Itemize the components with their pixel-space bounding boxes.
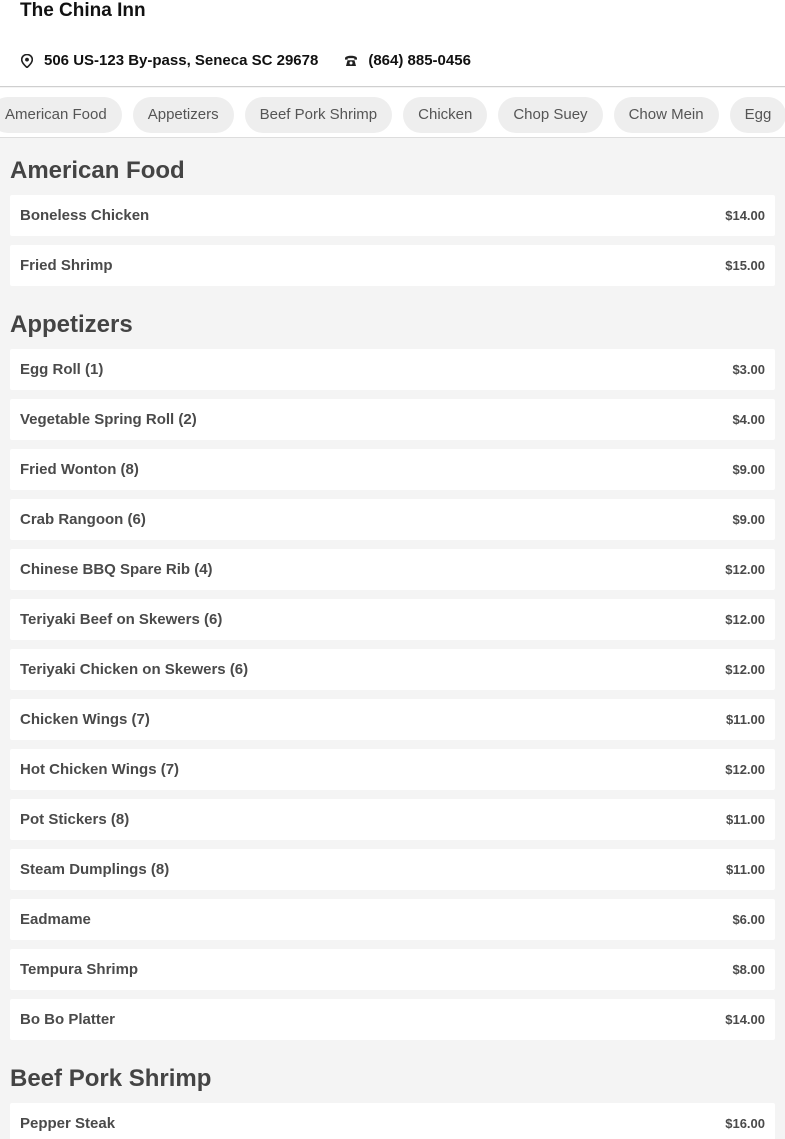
item-price: $16.00: [725, 1116, 765, 1131]
item-name: Boneless Chicken: [20, 207, 150, 224]
menu-item[interactable]: [10, 949, 775, 990]
item-price: $14.00: [725, 208, 765, 223]
item-name: Fried Wonton (8): [20, 461, 139, 478]
menu-item[interactable]: [10, 699, 775, 740]
item-name: Chicken Wings (7): [20, 711, 150, 728]
item-name: Pepper Steak: [20, 1115, 116, 1132]
menu-item[interactable]: [10, 245, 775, 286]
item-price: $12.00: [725, 562, 765, 577]
item-price: $11.00: [725, 862, 765, 877]
tab-egg[interactable]: Egg: [730, 97, 785, 133]
item-name: Vegetable Spring Roll (2): [20, 411, 197, 428]
menu-item[interactable]: [10, 749, 775, 790]
item-name: Teriyaki Chicken on Skewers (6): [20, 661, 249, 678]
menu-content: [10, 139, 775, 1139]
category-tabs: [0, 88, 785, 138]
tab-appetizers[interactable]: Appetizers: [133, 97, 234, 133]
tab-beef-pork-shrimp[interactable]: Beef Pork Shrimp: [245, 97, 393, 133]
item-price: $4.00: [732, 412, 765, 427]
item-price: $15.00: [725, 258, 765, 273]
address-text[interactable]: 506 US-123 By-pass, Seneca SC 29678: [44, 52, 319, 69]
item-name: Tempura Shrimp: [20, 961, 139, 978]
item-price: $12.00: [725, 662, 765, 677]
menu-item[interactable]: [10, 195, 775, 236]
phone-icon: [344, 53, 358, 69]
menu-item[interactable]: [10, 349, 775, 390]
menu-item[interactable]: [10, 649, 775, 690]
item-price: $11.00: [725, 812, 765, 827]
menu-item[interactable]: [10, 799, 775, 840]
section-title: Appetizers: [10, 311, 133, 338]
section-title: Beef Pork Shrimp: [10, 1065, 212, 1092]
tab-chicken[interactable]: Chicken: [403, 97, 487, 133]
item-name: Crab Rangoon (6): [20, 511, 146, 528]
item-price: $9.00: [732, 512, 765, 527]
item-name: Chinese BBQ Spare Rib (4): [20, 561, 213, 578]
item-name: Bo Bo Platter: [20, 1011, 116, 1028]
menu-item[interactable]: [10, 999, 775, 1040]
item-name: Egg Roll (1): [20, 361, 104, 378]
menu-item[interactable]: [10, 1103, 775, 1139]
menu-item[interactable]: [10, 899, 775, 940]
item-price: $11.00: [725, 712, 765, 727]
section-title: American Food: [10, 157, 185, 184]
item-price: $12.00: [725, 612, 765, 627]
item-price: $12.00: [725, 762, 765, 777]
tab-chow-mein[interactable]: Chow Mein: [614, 97, 719, 133]
menu-item[interactable]: [10, 599, 775, 640]
item-price: $6.00: [732, 912, 765, 927]
item-price: $9.00: [732, 462, 765, 477]
item-price: $3.00: [732, 362, 765, 377]
item-name: Hot Chicken Wings (7): [20, 761, 180, 778]
phone-number[interactable]: (864) 885-0456: [368, 52, 471, 69]
item-name: Pot Stickers (8): [20, 811, 130, 828]
menu-item[interactable]: [10, 499, 775, 540]
menu-item[interactable]: [10, 549, 775, 590]
menu-section-american-food: [10, 139, 775, 286]
menu-item[interactable]: [10, 849, 775, 890]
menu-section-beef-pork-shrimp: [10, 1047, 775, 1139]
restaurant-title: The China Inn: [20, 0, 146, 21]
menu-section-appetizers: [10, 293, 775, 1040]
tab-american-food[interactable]: American Food: [0, 97, 122, 133]
menu-item[interactable]: [10, 399, 775, 440]
contact-info: [20, 51, 471, 71]
item-name: Steam Dumplings (8): [20, 861, 170, 878]
restaurant-header: [0, 0, 785, 87]
item-name: Eadmame: [20, 911, 91, 928]
item-price: $8.00: [732, 962, 765, 977]
menu-item[interactable]: [10, 449, 775, 490]
location-pin-icon: [20, 53, 34, 69]
item-name: Fried Shrimp: [20, 257, 113, 274]
tab-chop-suey[interactable]: Chop Suey: [498, 97, 602, 133]
item-name: Teriyaki Beef on Skewers (6): [20, 611, 223, 628]
item-price: $14.00: [725, 1012, 765, 1027]
